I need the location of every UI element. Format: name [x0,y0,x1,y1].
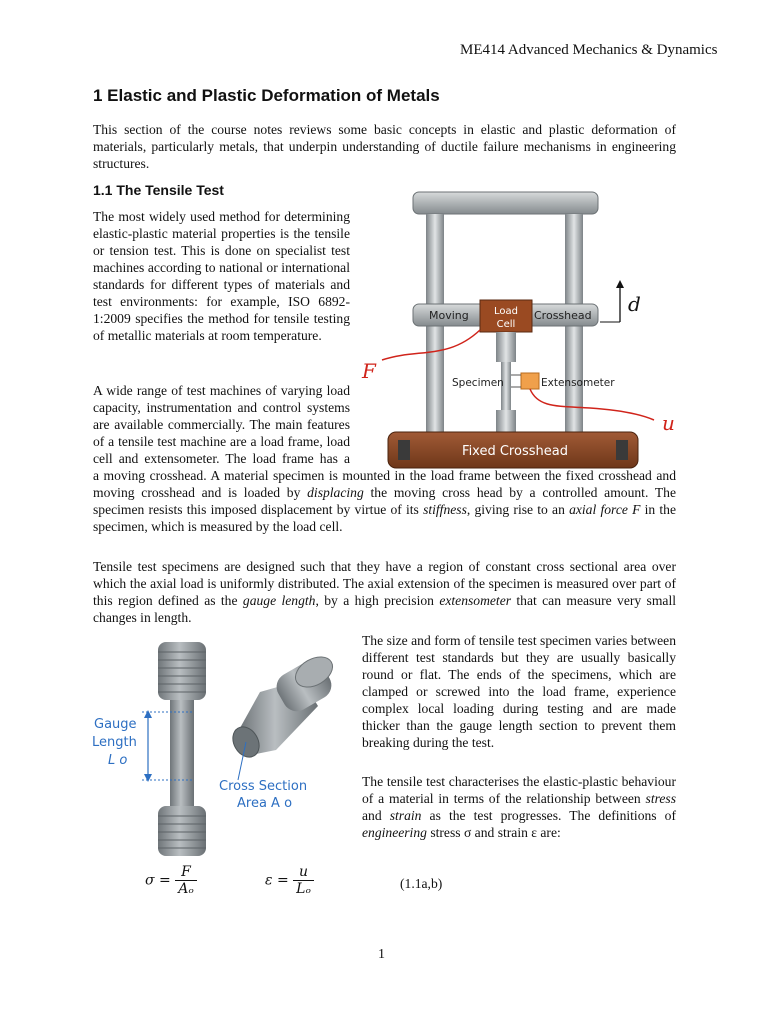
fixed-crosshead-label: Fixed Crosshead [462,444,568,459]
section-title: 1 Elastic and Plastic Deformation of Metals [93,86,440,105]
test-machines-paragraph: A wide range of test machines of varying load capacity, instrumentation and control systems are available commercially. The main features of a tensile test machine are a load frame, load cell and extensometer. The load frame has a [93,383,350,466]
lower-grip [496,410,516,432]
top-crossbar [413,192,598,214]
round-specimen [228,651,338,762]
threaded-specimen [158,642,206,856]
area-label: Area A o [237,796,293,811]
equation-number: (1.1a,b) [400,876,443,891]
specimen-design-paragraph: Tensile test specimens are designed such that they have a region of constant cross sectional area over which the axial load is uniformly distributed. The axial extension of the specimen is measured over part of this region defined as the gauge length, by a high precision extensometer that can measure very small changes in length. [93,559,676,625]
stress-equation: σ = $\frac{F}{\text{Aₒ}}$ [145,864,197,897]
running-header: ME414 Advanced Mechanics & Dynamics [460,42,718,58]
upper-grip [496,332,516,362]
d-label: d [628,292,641,316]
tensile-machine-figure [358,188,678,478]
intro-paragraph: This section of the course notes reviews some basic concepts in elastic and plastic deformation of materials, particularly metals, that underpin understanding of ductile failure mechanisms in engineering structures. [93,122,676,171]
extensometer-block [521,373,539,389]
F-label: F [362,359,376,383]
tensile-test-paragraph: The most widely used method for determining elastic-plastic material properties is the tensile or tension test. This is done on specialist test machines according to national or international standards for different types of materials and test environments: for example, ISO 6892-1:2009 specifies the method for tensile testing of metallic materials at room temperature. [93,209,350,343]
gauge-arrow-bottom [144,774,152,782]
arrowhead [616,280,624,288]
subsection-title: 1.1 The Tensile Test [93,182,224,198]
extensometer-label: Extensometer [541,377,615,389]
extension-lead [530,389,654,420]
cell-label: Cell [496,319,516,330]
test-machines-continued: a moving crosshead. A material specimen is mounted in the load frame between the fixed crosshead and moving crosshead and is loaded by displacing the moving cross head by a controlled amount. The specimen resists this imposed displacement by virtue of its stiffness, giving rise to an axial force F in the specimen, which is measured by the load cell. [93,468,676,534]
u-label: u [662,411,675,435]
load-label: Load [494,306,518,317]
gauge-label: Gauge [94,717,137,732]
length-label: Length [92,735,137,750]
specimen-label: Specimen [452,377,504,389]
lo-label: L o [108,753,128,768]
stress-strain-paragraph: The tensile test characterises the elastic-plastic behaviour of a material in terms of the relationship between stress and strain as the test progresses. The definitions of engineering stress σ and strain ε are: [362,774,676,840]
cross-section-label: Cross Section [219,779,308,794]
right-bolt [616,440,628,460]
left-bolt [398,440,410,460]
moving-label: Moving [429,309,469,322]
gauge-arrow-top [144,710,152,718]
strain-equation: ε = $\frac{u}{\text{Lₒ}}$ [265,864,314,897]
specimen-figure [88,630,348,860]
page-number: 1 [378,947,385,962]
crosshead-label: Crosshead [534,309,592,322]
specimen-form-paragraph: The size and form of tensile test specimen varies between different test standards but they are usually basically round or flat. The ends of the specimens, which are clamped or screwed into the load frame, experience complex local loading during testing and are made thicker than the gauge length section to prevent them breaking during the test. [362,633,676,750]
